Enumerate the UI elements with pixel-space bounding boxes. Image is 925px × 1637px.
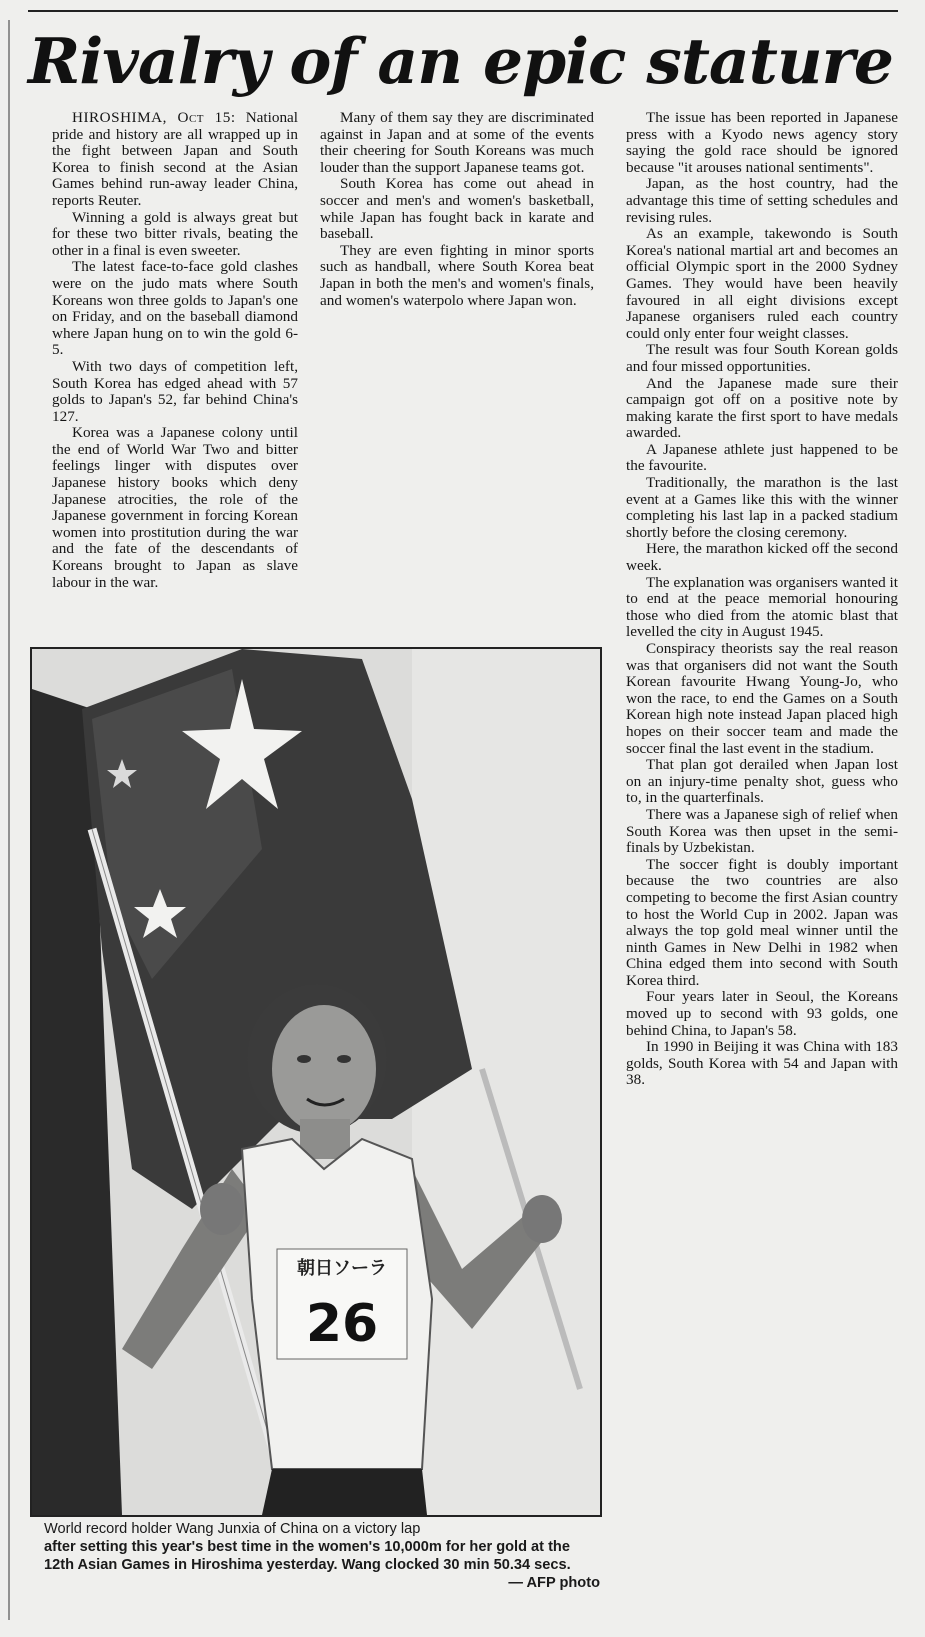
article-column-2 — [320, 110, 594, 630]
article-paragraph: Winning a gold is always great but for these two bitter rivals, beating the other in a final is even sweeter. — [52, 208, 298, 259]
caption-text: after setting this year's best time in the women's 10,000m for her gold at the 12th Asian Games in Hiroshima yesterday. Wang clocked 30 min 50.34 secs. — [44, 1539, 571, 1573]
article-paragraph: Four years later in Seoul, the Koreans moved up to second with 93 golds, one behind China, to Japan's 58. — [626, 988, 898, 1039]
article-paragraph: Many of them say they are discriminated against in Japan and at some of the events their cheering for South Koreans was much louder than the support Japanese teams got. — [320, 110, 594, 176]
article-paragraph: There was a Japanese sigh of relief when South Korea was then upset in the semi-finals by Uzbekistan. — [626, 805, 898, 857]
photo-credit: — AFP photo — [508, 1575, 600, 1591]
article-paragraph: Korea was a Japanese colony until the end of World War Two and bitter feelings linger with disputes over Japanese history books which deny Japanese atrocities, the role of the Japanese government in forcing Korean women into prostitution during the war and the fate of the descendants of Koreans brought to Japan as slave labour in the war. — [52, 424, 298, 591]
article-paragraph: Traditionally, the marathon is the last event at a Games like this with the winner completing his last lap in a packed stadium shortly before the closing ceremony. — [626, 474, 898, 541]
column-rule — [8, 20, 10, 1620]
article-paragraph: In 1990 in Beijing it was China with 183 golds, South Korea with 54 and Japan with 38. — [626, 1038, 898, 1089]
article-paragraph: Conspiracy theorists say the real reason was that organisers did not want the South Korean favourite Hwang Young-Jo, who won the race, to end the Games on a South Korean high note instead Japan placed high hopes on their soccer team and made the soccer final the last event in the stadium. — [626, 640, 898, 757]
caption-line: World record holder Wang Junxia of China on a victory lap — [44, 1521, 421, 1537]
article-paragraph: They are even fighting in minor sports such as handball, where South Korea beat Japan in both the men's and women's finals, and women's waterpolo where Japan won. — [320, 241, 594, 309]
runner-face — [272, 1005, 376, 1133]
headline: Rivalry of an epic stature — [28, 24, 893, 98]
top-rule — [28, 10, 898, 12]
runner-with-flag-illustration — [32, 649, 600, 1515]
news-photo — [30, 647, 602, 1517]
article-paragraph: The soccer fight is doubly important because the two countries are also competing to become the first Asian country to host the World Cup in 2002. Japan was always the top gold meal winner until the ninth Games in New Delhi in 1982 when China edged them into second with South Korea third. — [626, 855, 898, 989]
article-paragraph: Japan, as the host country, had the advantage this time of setting schedules and revising rules. — [626, 175, 898, 226]
bib-number: 26 — [305, 1294, 379, 1354]
article-paragraph: The latest face-to-face gold clashes were on the judo mats where South Koreans won three golds to Japan's one on Friday, and on the baseball diamond where Japan hung on to win the gold 6-5. — [52, 258, 298, 359]
article-paragraph: That plan got derailed when Japan lost on an injury-time penalty shot, guess who to, in the quarterfinals. — [626, 756, 898, 807]
article-paragraph: Here, the marathon kicked off the second week. — [626, 540, 898, 575]
dateline: HIROSHIMA, Oct 15: — [72, 110, 236, 126]
article-column-3 — [626, 110, 898, 1610]
article-paragraph: And the Japanese made sure their campaign got off on a positive note by making karate the first sport to have medals awarded. — [626, 374, 898, 442]
article-paragraph: A Japanese athlete just happened to be the favourite. — [626, 440, 898, 475]
article-paragraph: The explanation was organisers wanted it to end at the peace memorial honouring those who died from the atomic blast that levelled the city in August 1945. — [626, 573, 898, 641]
article-column-1 — [52, 110, 298, 620]
article-paragraph: South Korea has come out ahead in soccer and men's and women's basketball, while Japan has fought back in karate and baseball. — [320, 175, 594, 243]
article-paragraph: The result was four South Korean golds and four missed opportunities. — [626, 341, 898, 375]
article-paragraph: The issue has been reported in Japanese press with a Kyodo news agency story saying the gold race should be ignored because "it arouses national sentiments". — [626, 110, 898, 176]
article-paragraph: As an example, takewondo is South Korea's national martial art and becomes an official Olympic sport in the 2000 Sydney Games. They would have been heavily favoured in all eight divisions except Japanese organisers ruled each country could only enter four weight classes. — [626, 225, 898, 342]
article-paragraph: With two days of competition left, South Korea has edged ahead with 57 golds to Japan's 52, far behind China's 127. — [52, 357, 298, 425]
photo-caption — [44, 1520, 600, 1592]
bib-text: 朝日ソーラ — [297, 1258, 387, 1279]
article-paragraph: HIROSHIMA, Oct 15: National pride and history are all wrapped up in the fight between Japan and South Korea to finish second at the Asian Games behind run-away leader China, reports Reuter. — [52, 110, 298, 209]
